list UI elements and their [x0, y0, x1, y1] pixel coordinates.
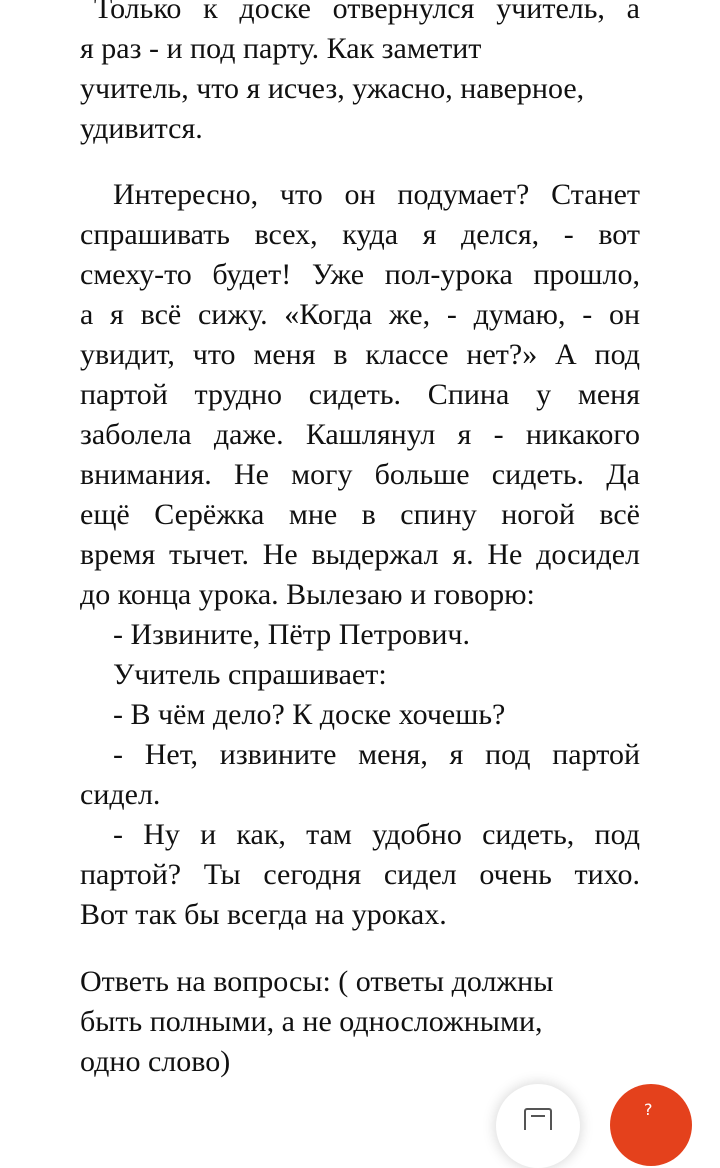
dialogue-line: партой? Ты сегодня сидел очень тихо. [80, 858, 640, 891]
question-icon: ? [644, 1100, 653, 1119]
paragraph-gap [80, 935, 640, 962]
text-line: учитель, что я исчез, ужасно, наверное, [80, 72, 585, 105]
dialogue-line: - В чём дело? К доске хочешь? [113, 698, 506, 731]
paragraph-gap [80, 149, 640, 175]
text-line: Только к доске отвернулся учитель, а [94, 0, 640, 25]
text-line: увидит, что меня в классе нет?» А под [80, 338, 640, 371]
dialogue-line: - Извините, Пётр Петрович. [113, 618, 470, 651]
text-line: заболела даже. Кашлянул я - никакого [80, 418, 640, 451]
text-line: спрашивать всех, куда я делся, - вот [80, 218, 640, 251]
text-line: внимания. Не могу больше сидеть. Да [80, 458, 640, 491]
question-block [80, 962, 640, 1082]
dialogue-line: Учитель спрашивает: [113, 658, 387, 691]
text-line: партой трудно сидеть. Спина у меня [80, 378, 640, 411]
text-line: удивится. [80, 112, 203, 145]
dialogue-line: Вот так бы всегда на уроках. [80, 898, 447, 931]
document-icon [524, 1108, 552, 1130]
dialogue-line: сидел. [80, 778, 161, 811]
text-line: Интересно, что он подумает? Станет [113, 178, 640, 211]
dialogue-line: - Нет, извините меня, я под партой [113, 738, 640, 771]
document-button[interactable] [496, 1084, 580, 1168]
text-line: ещё Серёжка мне в спину ногой всё [80, 498, 640, 531]
question-line: быть полными, а не односложными, [80, 1005, 543, 1038]
story-text [80, 0, 640, 1082]
text-line: а я всё сижу. «Когда же, - думаю, - он [80, 298, 640, 331]
dialogue [80, 615, 640, 935]
text-line: смеху-то будет! Уже пол-урока прошло, [80, 258, 640, 291]
text-line: до конца урока. Вылезаю и говорю: [80, 578, 535, 611]
question-line: Ответь на вопросы: ( ответы должны [80, 965, 554, 998]
paragraph-2 [80, 175, 640, 615]
ask-question-button[interactable] [610, 1084, 692, 1166]
text-line: время тычет. Не выдержал я. Не досидел [80, 538, 640, 571]
dialogue-line: - Ну и как, там удобно сидеть, под [113, 818, 640, 851]
text-line: я раз - и под парту. Как заметит [80, 32, 482, 65]
question-line: одно слово) [80, 1045, 231, 1078]
paragraph-1 [80, 0, 640, 149]
